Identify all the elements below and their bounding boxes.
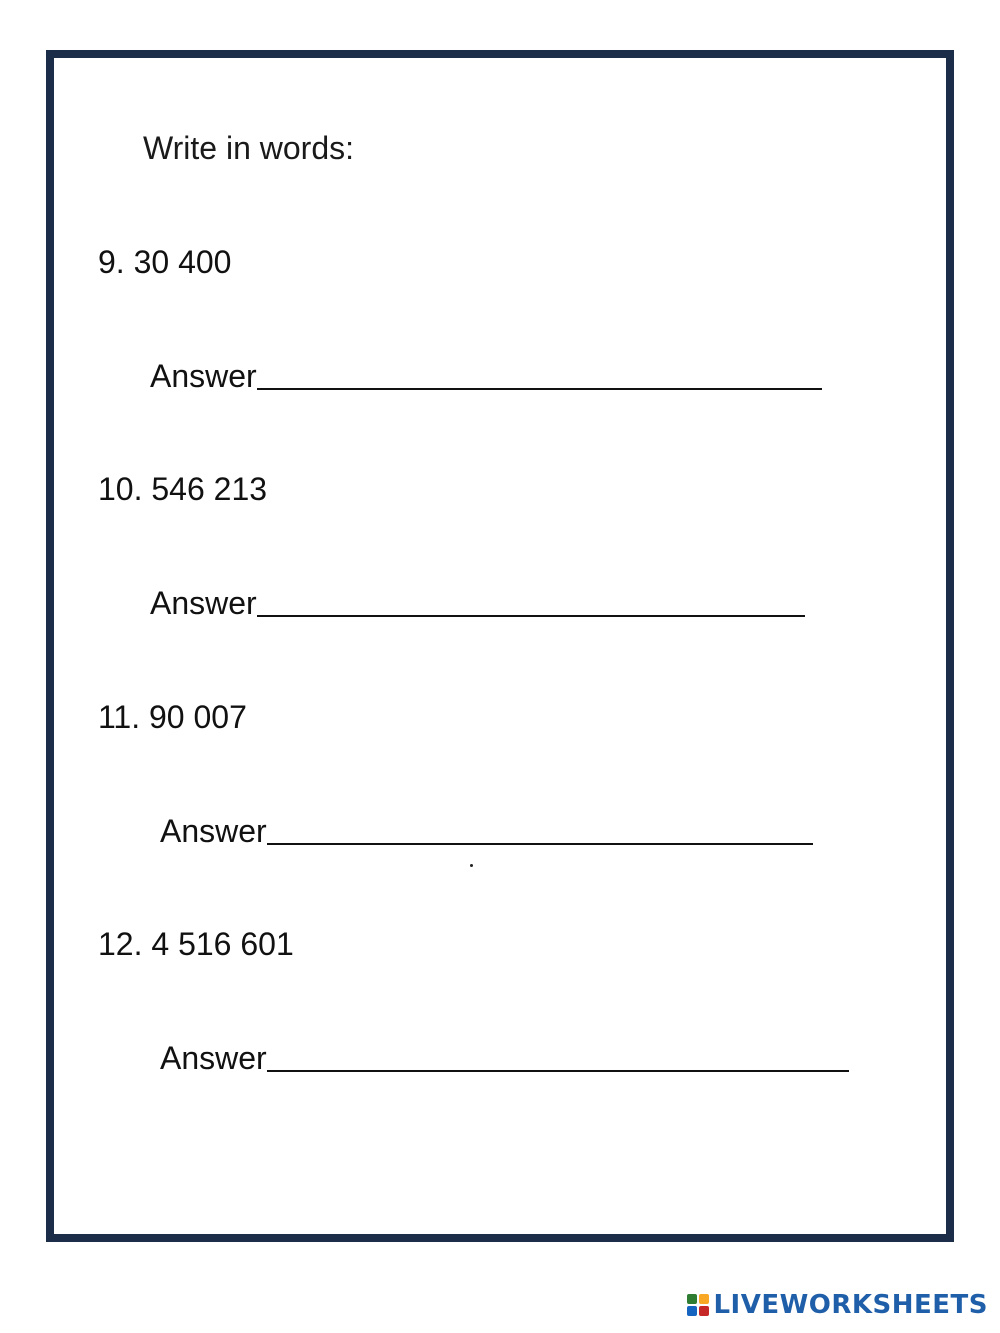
brand-name: LIVEWORKSHEETS [713, 1290, 988, 1320]
answer-label: Answer [150, 585, 257, 621]
question-11-answer-row [160, 811, 813, 851]
logo-square-icon [687, 1294, 697, 1304]
answer-label: Answer [160, 813, 267, 849]
liveworksheets-logo-icon [687, 1294, 709, 1316]
logo-square-icon [699, 1294, 709, 1304]
question-11-label: 11. 90 007 [98, 699, 247, 735]
answer-input-line[interactable] [257, 358, 822, 390]
question-9-label: 9. 30 400 [98, 244, 232, 280]
answer-input-line[interactable] [267, 813, 813, 845]
answer-input-line[interactable] [257, 585, 805, 617]
answer-input-line[interactable] [267, 1040, 849, 1072]
liveworksheets-brand [687, 1290, 988, 1320]
question-10-label: 10. 546 213 [98, 471, 268, 507]
question-10-answer-row [150, 583, 805, 623]
question-9-answer-row [150, 356, 822, 396]
question-12-label: 12. 4 516 601 [98, 926, 294, 962]
logo-square-icon [699, 1306, 709, 1316]
answer-label: Answer [150, 358, 257, 394]
stray-dot [470, 864, 473, 867]
question-12-answer-row [160, 1038, 849, 1078]
worksheet-heading: Write in words: [143, 130, 355, 166]
logo-square-icon [687, 1306, 697, 1316]
answer-label: Answer [160, 1040, 267, 1076]
